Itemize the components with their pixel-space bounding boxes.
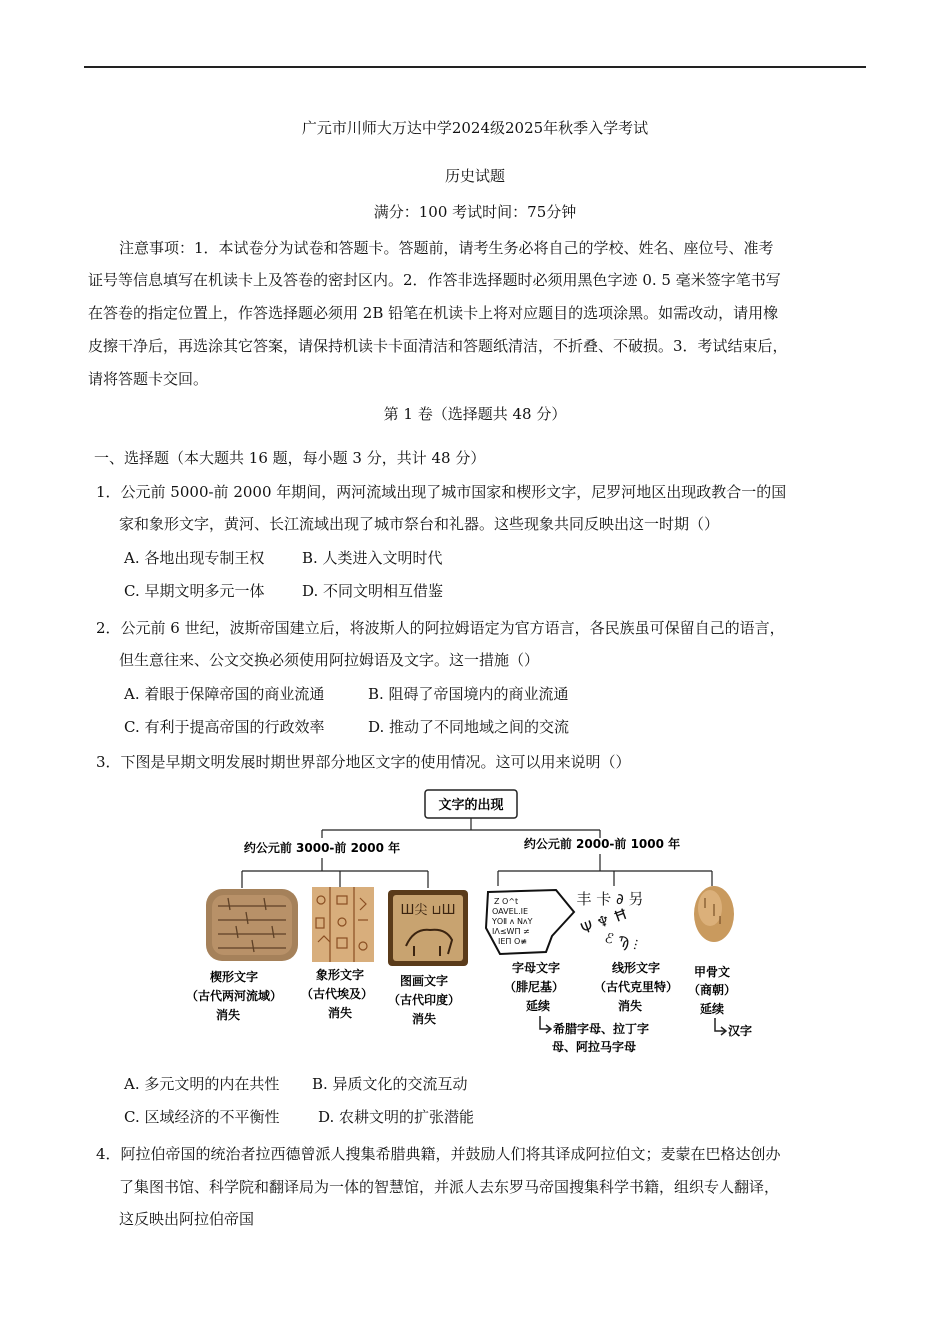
notice-line: 皮擦干净后，再选涂其它答案，请保持机读卡卡面清洁和答题纸清洁，不折叠、不破损。3．考试结束后，	[88, 337, 788, 355]
svg-text:IEΠ O≢: IEΠ O≢	[498, 937, 527, 946]
writing-origin-diagram	[185, 786, 760, 1056]
option-b: B. 异质文化的交流互动	[312, 1075, 468, 1093]
script-fate: 消失	[327, 1006, 353, 1020]
notice-line: 注意事项：1．本试卷分为试卷和答题卡。答题前，请考生务必将自己的学校、姓名、座位号、准考	[119, 239, 774, 257]
script-fate: 延续	[525, 999, 551, 1013]
period-left: 约公元前 3000-前 2000 年	[243, 841, 401, 855]
script-region: （腓尼基）	[503, 980, 565, 994]
period-right: 约公元前 2000-前 1000 年	[523, 837, 681, 851]
svg-text:OAVEL.IE: OAVEL.IE	[492, 907, 529, 916]
seal-script: Ш尖 ⊔Ш	[400, 903, 456, 918]
header-rule	[84, 66, 866, 68]
volume-title: 第 1 卷（选择题共 48 分）	[383, 405, 567, 423]
exam-title: 广元市川师大万达中学2024级2025年秋季入学考试	[301, 119, 649, 137]
indus-seal-image	[388, 890, 468, 966]
notice-line: 请将答题卡交回。	[88, 370, 209, 388]
option-b: B. 阻碍了帝国境内的商业流通	[368, 685, 569, 703]
script-name: 甲骨文	[693, 965, 731, 979]
question-1-line: 家和象形文字，黄河、长江流域出现了城市祭台和礼器。这些现象共同反映出这一时期（）	[119, 515, 720, 533]
linear-script-image	[576, 890, 643, 954]
script-region: （古代克里特）	[593, 980, 679, 994]
script-region: （古代两河流域）	[185, 989, 283, 1003]
svg-text:Ψ ♆ Ħ: Ψ ♆ Ħ	[578, 904, 631, 939]
successor-label: 母、阿拉马字母	[552, 1040, 637, 1054]
option-a: A. 着眼于保障帝国的商业流通	[124, 685, 325, 703]
script-fate: 消失	[215, 1008, 241, 1022]
svg-text:丰 卡 ∂ 另: 丰 卡 ∂ 另	[576, 890, 644, 908]
svg-text:ΥOⅡ ʌ NʌY: ΥOⅡ ʌ NʌY	[492, 917, 533, 926]
question-4-line: 4．阿拉伯帝国的统治者拉西德曾派人搜集希腊典籍，并鼓励人们将其译成阿拉伯文；麦蒙在巴格达创办	[96, 1145, 781, 1163]
script-name: 线形文字	[611, 961, 661, 975]
script-fate: 消失	[617, 999, 643, 1013]
option-c: C. 有利于提高帝国的行政效率	[124, 718, 325, 736]
subject-title: 历史试题	[444, 167, 505, 185]
score-time: 满分：100 考试时间：75分钟	[373, 203, 577, 221]
cuneiform-tablet-image	[206, 889, 298, 961]
option-c: C. 早期文明多元一体	[124, 582, 265, 600]
question-4-line: 这反映出阿拉伯帝国	[119, 1210, 255, 1228]
option-b: B. 人类进入文明时代	[302, 549, 443, 567]
phoenician-inscription-image	[486, 890, 574, 954]
script-region: （古代埃及）	[300, 987, 374, 1001]
root-label: 文字的出现	[438, 798, 504, 813]
successor-label: 汉字	[728, 1024, 753, 1038]
svg-text:IΛ≤WΠ ≠: IΛ≤WΠ ≠	[492, 927, 530, 936]
oracle-bone-image	[694, 886, 734, 942]
svg-text:Z O^t: Z O^t	[494, 897, 519, 906]
question-2-line: 2．公元前 6 世纪，波斯帝国建立后，将波斯人的阿拉姆语定为官方语言，各民族虽可保留自己的语言，	[96, 619, 785, 637]
svg-text:ℰ Ϡ ⫶: ℰ Ϡ ⫶	[603, 930, 640, 955]
option-d: D. 不同文明相互借鉴	[302, 582, 444, 600]
script-name: 楔形文字	[209, 970, 259, 984]
hieroglyph-panel-image	[312, 887, 374, 962]
option-a: A. 各地出现专制王权	[124, 549, 265, 567]
question-1-line: 1．公元前 5000-前 2000 年期间，两河流域出现了城市国家和楔形文字，尼罗河地区出现政教合一的国	[96, 483, 787, 501]
script-name: 象形文字	[315, 968, 365, 982]
option-d: D. 推动了不同地域之间的交流	[368, 718, 570, 736]
notice-line: 在答卷的指定位置上，作答选择题必须用 2B 铅笔在机读卡上将对应题目的选项涂黑。如需改动，请用橡	[88, 304, 779, 322]
script-name: 图画文字	[399, 974, 449, 988]
option-c: C. 区域经济的不平衡性	[124, 1108, 280, 1126]
section-title: 一、选择题（本大题共 16 题，每小题 3 分，共计 48 分）	[94, 449, 486, 467]
script-region: （古代印度）	[387, 993, 461, 1007]
script-fate: 延续	[699, 1002, 725, 1016]
option-d: D. 农耕文明的扩张潜能	[318, 1108, 475, 1126]
script-region: （商朝）	[687, 983, 737, 997]
question-3-line: 3．下图是早期文明发展时期世界部分地区文字的使用情况。这可以用来说明（）	[96, 753, 631, 771]
script-name: 字母文字	[511, 961, 561, 975]
notice-line: 证号等信息填写在机读卡上及答卷的密封区内。2．作答非选择题时必须用黑色字迹 0. 5 毫米签字笔书写	[88, 271, 781, 289]
script-fate: 消失	[411, 1012, 437, 1026]
successor-label: 希腊字母、拉丁字	[553, 1022, 650, 1036]
question-4-line: 了集图书馆、科学院和翻译局为一体的智慧馆，并派人去东罗马帝国搜集科学书籍，组织专人翻译，	[119, 1178, 780, 1196]
option-a: A. 多元文明的内在共性	[124, 1075, 280, 1093]
question-2-line: 但生意往来、公文交换必须使用阿拉姆语及文字。这一措施（）	[119, 651, 540, 669]
